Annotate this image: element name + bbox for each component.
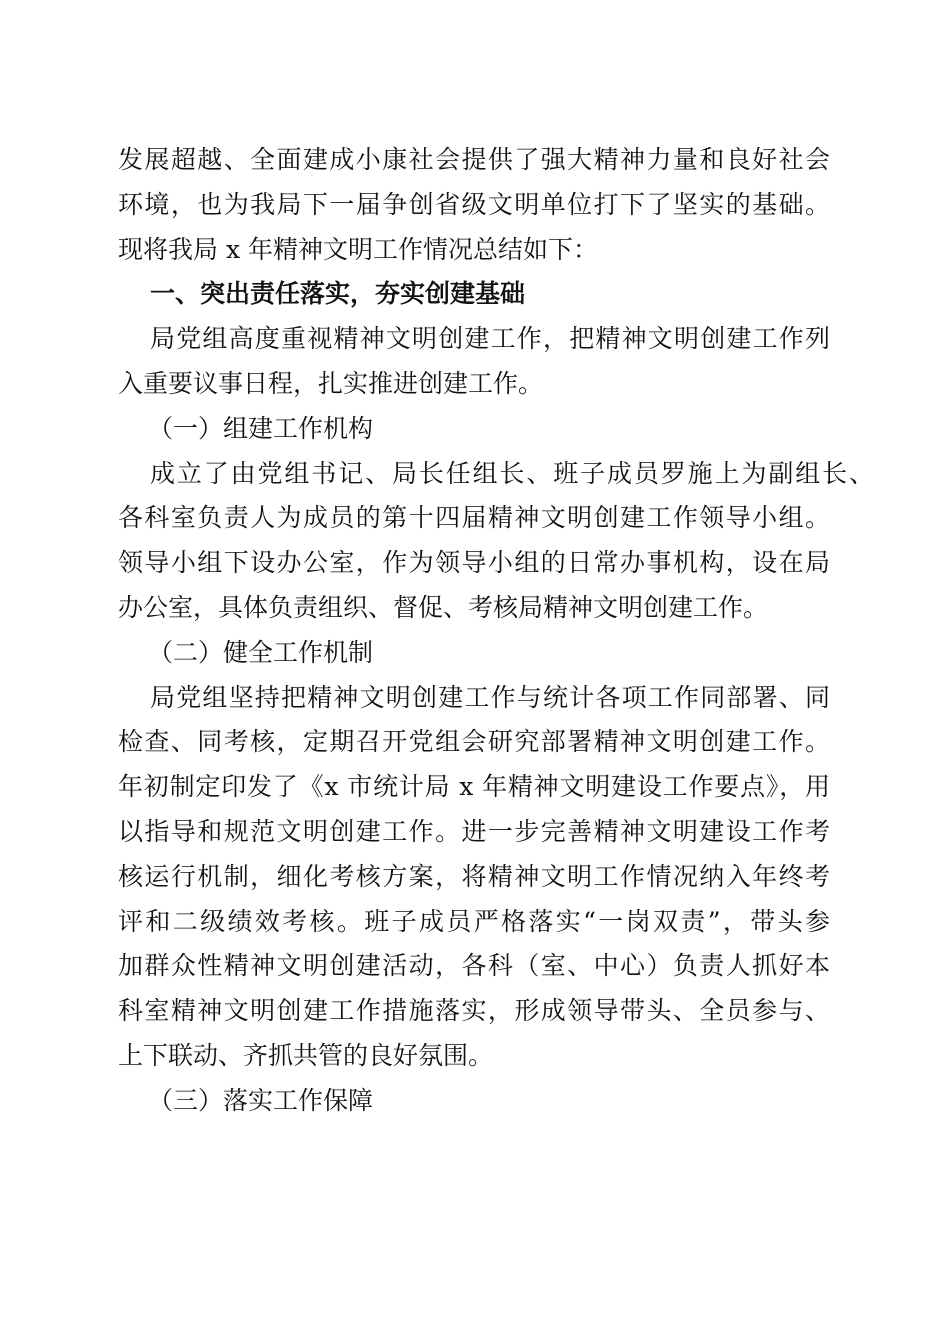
- text-line: 核运行机制，细化考核方案，将精神文明工作情况纳入年终考: [118, 861, 830, 891]
- text-line: 年初制定印发了《x 市统计局 x 年精神文明建设工作要点》，用: [118, 772, 830, 802]
- text-line: 现将我局 x 年精神文明工作情况总结如下：: [118, 234, 598, 264]
- subsection-paragraph: [118, 452, 874, 631]
- text-line: 成立了由党组书记、局长任组长、班子成员罗施上为副组长、: [150, 458, 874, 488]
- text-line: 领导小组下设办公室，作为领导小组的日常办事机构，设在局: [118, 548, 830, 578]
- text-line: 科室精神文明创建工作措施落实，形成领导带头、全员参与、: [118, 996, 830, 1026]
- text-line: 以指导和规范文明创建工作。进一步完善精神文明建设工作考: [118, 816, 830, 846]
- section-paragraph: [118, 317, 830, 407]
- text-line: 加群众性精神文明创建活动，各科（室、中心）负责人抓好本: [118, 951, 830, 981]
- text-line: 局党组坚持把精神文明创建工作与统计各项工作同部署、同: [150, 682, 830, 712]
- subsection-heading: （二）健全工作机制: [148, 637, 374, 667]
- text-line: 评和二级绩效考核。班子成员严格落实“一岗双责”，带头参: [118, 906, 830, 936]
- document-page: [118, 138, 874, 1124]
- text-line: 环境，也为我局下一届争创省级文明单位打下了坚实的基础。: [118, 189, 830, 219]
- text-line: 局党组高度重视精神文明创建工作，把精神文明创建工作列: [150, 324, 830, 354]
- text-line: 检查、同考核，定期召开党组会研究部署精神文明创建工作。: [118, 727, 830, 757]
- text-line: 入重要议事日程，扎实推进创建工作。: [118, 368, 544, 398]
- intro-paragraph: [118, 138, 830, 272]
- text-line: 发展超越、全面建成小康社会提供了强大精神力量和良好社会: [118, 145, 830, 174]
- section-heading: 一、突出责任落实，夯实创建基础: [150, 279, 526, 309]
- subsection-heading: （三）落实工作保障: [148, 1085, 374, 1115]
- text-line: 办公室，具体负责组织、督促、考核局精神文明创建工作。: [118, 592, 769, 622]
- text-line: 各科室负责人为成员的第十四届精神文明创建工作领导小组。: [118, 503, 830, 533]
- subsection-heading: （一）组建工作机构: [148, 413, 374, 443]
- text-line: 上下联动、齐抓共管的良好氛围。: [118, 1040, 494, 1070]
- subsection-paragraph: [118, 676, 830, 1079]
